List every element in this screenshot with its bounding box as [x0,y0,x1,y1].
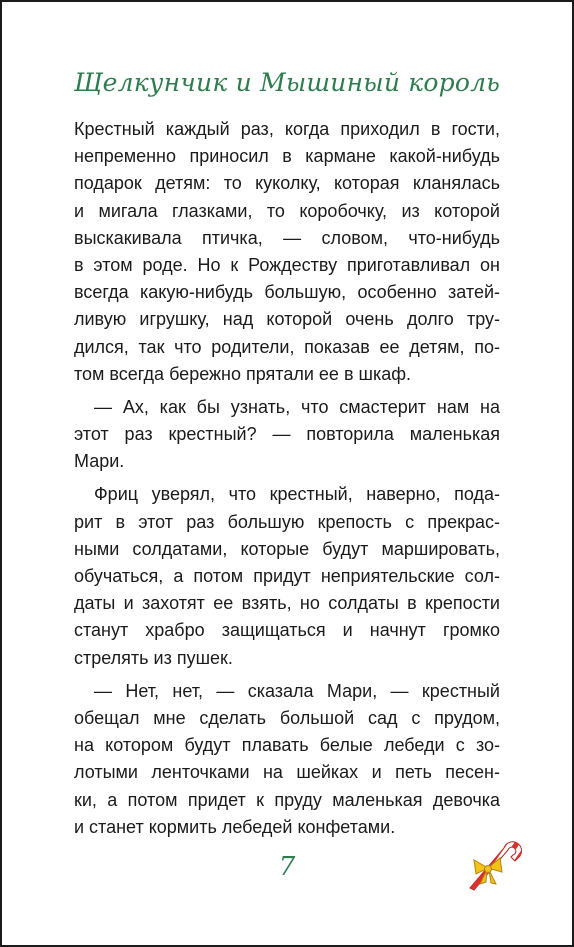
paragraph-4 [74,678,500,841]
text-line: том всегда бережно прятали ее в шкаф. [74,363,412,384]
text-line: стрелять из пушек. [74,647,233,668]
text-line: даты и захотят ее взять, но солдаты в крепости [74,593,500,614]
text-line: лотыми ленточками на шейках и петь песен- [74,762,500,783]
running-title: Щелкунчик и Мышиный король [73,68,501,97]
text-line: всегда какую-нибудь большую, особенно затей- [74,282,500,303]
text-line: Крестный каждый раз, когда приходил в гости, [74,119,500,139]
text-line: на котором будут плавать белые лебеди с зо- [74,735,500,756]
text-line: в этом роде. Но к Рождеству приготавливал он [74,254,500,275]
text-line: этот раз крестный? — повторила маленькая [74,424,500,445]
text-line: станут храбро защищаться и начнут громко [74,620,500,641]
text-line: выскакивала птичка, — словом, что-нибудь [74,227,500,248]
text-line: и станет кормить лебедей конфетами. [74,816,396,837]
text-line: ливую игрушку, над которой очень долго тру- [74,309,500,330]
text-line: непременно приносил в кармане какой-нибудь [74,146,500,167]
text-line: ки, а потом придет к пруду маленькая девочка [74,789,500,810]
page-number: 7 [278,852,296,882]
candy-cane-icon [460,828,526,894]
text-line: и мигала глазками, то коробочку, из которой [74,200,500,221]
paragraph-1 [74,116,500,388]
text-line: — Нет, нет, — сказала Мари, — крестный [94,680,500,701]
body-text [74,116,500,841]
paragraph-2 [74,394,500,476]
paragraph-3 [74,481,500,671]
text-line: Фриц уверял, что крестный, наверно, пода- [94,484,500,505]
text-line: дился, так что родители, показав ее детям, по- [74,336,500,357]
text-line: обещал мне сделать большой сад с прудом, [74,707,500,728]
text-line: Мари. [74,451,125,472]
text-line: ными солдатами, которые будут маршировать, [74,538,500,559]
text-line: обучаться, а потом придут неприятельские сол- [74,566,500,586]
text-line: рит в этот раз большую крепость с прекрас- [74,511,500,532]
text-line: подарок детям: то куколку, которая кланялась [74,173,500,194]
text-line: — Ах, как бы узнать, что смастерит нам на [94,396,500,417]
